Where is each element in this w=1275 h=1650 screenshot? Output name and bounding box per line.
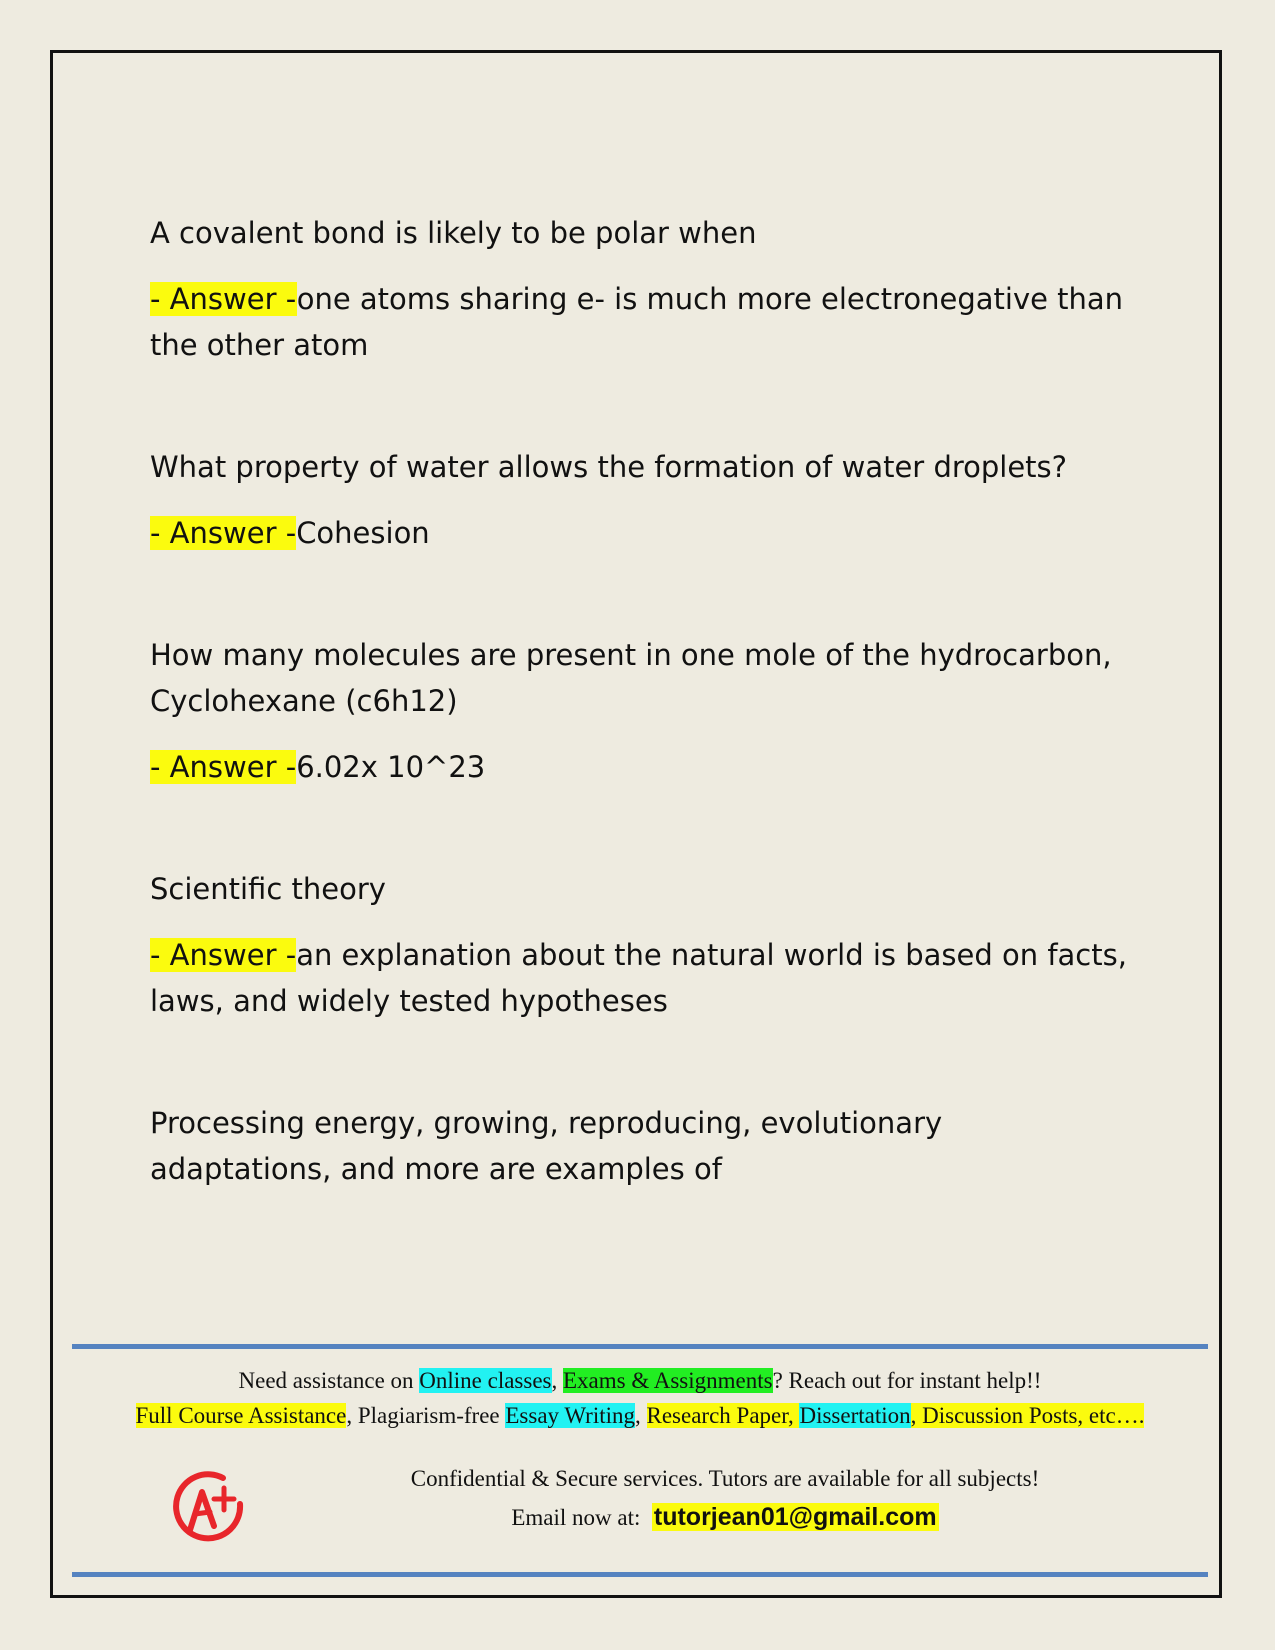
promo-line-email [250,1503,1200,1532]
answer-text: one atoms sharing e- is much more electronegative than the other atom [150,282,1124,362]
question-text: What property of water allows the formation of water droplets? [150,450,1068,484]
qa-item [150,444,1130,556]
email-link[interactable]: tutorjean01@gmail.com [653,1503,937,1531]
promo-text: , [635,1403,647,1428]
qa-item [150,1100,1130,1192]
qa-item [150,866,1130,1024]
answer-text: an explanation about the natural world is based on facts, laws, and widely tested hypotheses [150,938,1127,1018]
answer-text: 6.02x 10^23 [296,750,486,784]
promo-highlight-exams: Exams & Assignments [563,1368,773,1393]
promo-highlight-research: Research Paper, [646,1403,800,1428]
promo-text: ? Reach out for instant help!! [772,1368,1042,1393]
promo-text: , [551,1368,563,1393]
promo-text: , Plagiarism-free [346,1403,506,1428]
answer-text: Cohesion [296,516,430,550]
question-text: Scientific theory [150,872,386,906]
promo-line-services [72,1403,1208,1429]
a-plus-icon [168,1466,252,1550]
answer [150,744,1130,790]
question-text: Processing energy, growing, reproducing, evolutionary adaptations, and more are examples of [150,1106,943,1186]
answer-label: - Answer - [150,938,297,972]
promo-highlight-essay: Essay Writing [505,1403,635,1428]
answer-label: - Answer - [150,282,297,316]
promo-highlight-dissertation: Dissertation [799,1403,911,1428]
qa-item [150,210,1130,368]
email-prefix: Email now at: [511,1505,641,1530]
question-text: A covalent bond is likely to be polar when [150,216,757,250]
answer-label: - Answer - [150,750,297,784]
promo-text: Need assistance on [238,1368,420,1393]
answer [150,510,1130,556]
promo-highlight-discussion: , Discussion Posts, etc…. [910,1403,1145,1428]
question-text: How many molecules are present in one mole of the hydrocarbon, Cyclohexane (c6h12) [150,638,1112,718]
promo-line-assistance [72,1368,1208,1394]
answer-label: - Answer - [150,516,297,550]
qa-item [150,632,1130,790]
answer [150,932,1130,1024]
promo-highlight-online-classes: Online classes [419,1368,552,1393]
promo-highlight-full-course: Full Course Assistance [135,1403,347,1428]
answer [150,276,1130,368]
footer-divider-bottom [72,1572,1208,1577]
qa-list [150,210,1130,1268]
footer-divider-top [72,1344,1208,1349]
promo-line-confidential: Confidential & Secure services. Tutors are available for all subjects! [410,1466,1040,1491]
a-plus-logo [168,1466,252,1550]
